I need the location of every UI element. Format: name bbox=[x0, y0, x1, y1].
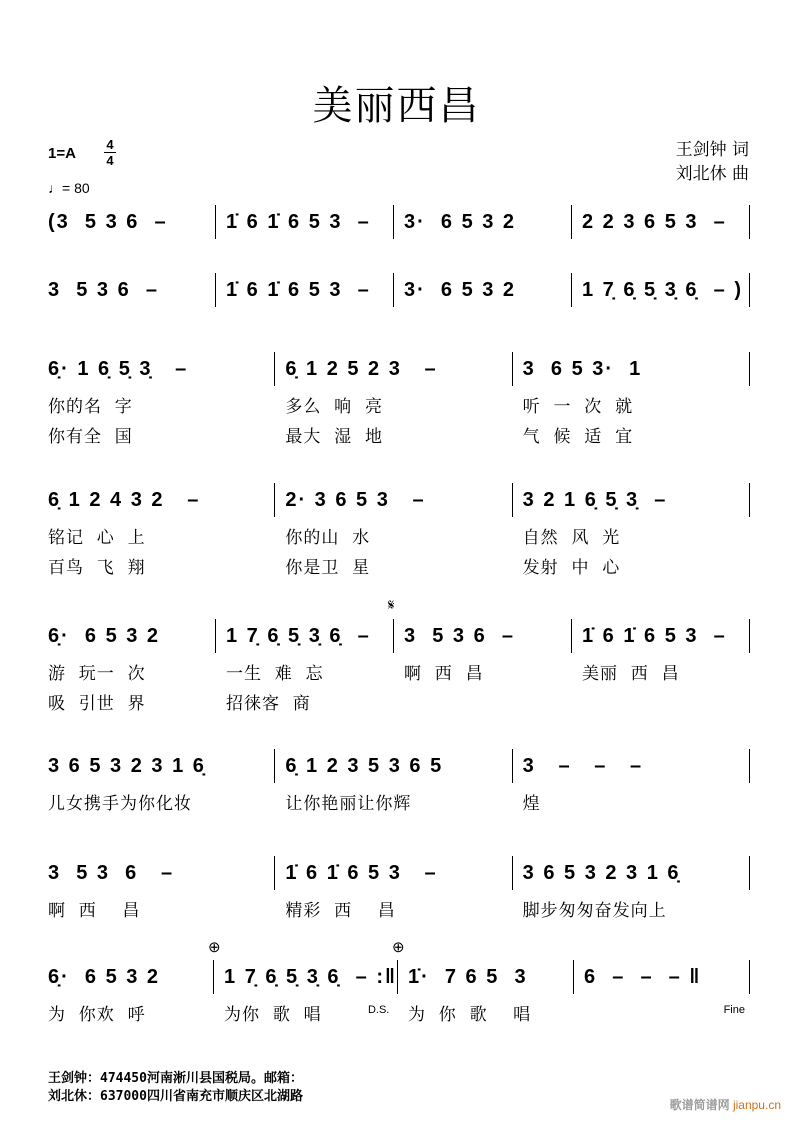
measure-notes: 6 – – – ‖ bbox=[583, 966, 702, 988]
fine-label: Fine bbox=[723, 1004, 745, 1016]
measure-notes: 3· 6 5 3 2 bbox=[404, 211, 517, 233]
measure bbox=[572, 619, 750, 684]
tempo-marking: ♩= 80 bbox=[48, 180, 90, 196]
measure-notes: 6̣· 6 5 3 2 bbox=[48, 625, 161, 647]
measure-notes: 3· 6 5 3 2 bbox=[404, 279, 517, 301]
segno-icon: 𝄋 bbox=[388, 597, 395, 614]
measure bbox=[388, 597, 572, 684]
measure-notes: 6̣ 1 2 5 2 3 – bbox=[285, 358, 438, 380]
measure-notes: 6̣ 1 2 4 3 2 – bbox=[48, 489, 201, 511]
coda-icon: ⊕ bbox=[391, 939, 405, 956]
measure bbox=[44, 619, 216, 714]
lyric-verse-2: 发射 中 心 bbox=[522, 558, 621, 578]
lyric-verse-1: 为你 歌 唱 bbox=[224, 1005, 322, 1025]
score-system bbox=[44, 352, 750, 447]
measure bbox=[216, 273, 394, 307]
measure bbox=[44, 205, 216, 239]
measure-notes: 3 5 3 6 – bbox=[404, 625, 515, 647]
measure-notes: 1̇ 6 1̇ 6 5 3 – bbox=[582, 625, 727, 647]
measure-notes: 1̇ 6 1̇ 6 5 3 – bbox=[226, 279, 371, 301]
measure-notes: 1 7̣ 6̣ 5̣ 3̣ 6̣ – ) bbox=[582, 279, 743, 301]
measure bbox=[275, 483, 512, 578]
coda-icon: ⊕ bbox=[208, 939, 221, 956]
measure-notes: (3 5 3 6 – bbox=[48, 211, 168, 233]
footer-line: 王剑钟：474450河南淅川县国税局。邮箱： bbox=[48, 1071, 303, 1086]
lyric-verse-1: 脚步匆匆奋发向上 bbox=[522, 901, 667, 921]
lyricist-credit: 王剑钟 词 bbox=[675, 140, 749, 160]
lyric-verse-1: 自然 风 光 bbox=[522, 528, 621, 548]
measure bbox=[275, 352, 512, 447]
song-title: 美丽西昌 bbox=[312, 83, 481, 129]
lyric-verse-2: 吸 引世 界 bbox=[48, 694, 146, 714]
measure bbox=[513, 749, 750, 814]
lyric-verse-1: 为 你 歌 唱 bbox=[407, 1005, 532, 1025]
measure bbox=[44, 749, 275, 814]
measure bbox=[44, 273, 216, 307]
measure-notes: 3 6 5 3 2 3 1 6̣ bbox=[48, 755, 206, 777]
measure bbox=[44, 960, 214, 1025]
lyric-verse-1: 你的山 水 bbox=[285, 528, 371, 548]
footer-contacts bbox=[48, 1070, 303, 1106]
lyric-verse-2: 气 候 适 宜 bbox=[522, 427, 634, 447]
measure-notes: 1̇ 6 1̇ 6 5 3 – bbox=[226, 211, 371, 233]
key-signature: 1=A bbox=[48, 145, 76, 162]
measure-notes: 6̣ 1 2 3 5 3 6 5 bbox=[285, 755, 444, 777]
score-system bbox=[44, 483, 750, 578]
lyric-verse-1: 煌 bbox=[522, 794, 541, 814]
lyric-verse-2: 最大 湿 地 bbox=[285, 427, 383, 447]
measure-notes: 3 – – – bbox=[522, 755, 644, 777]
score-system bbox=[44, 273, 750, 307]
measure bbox=[513, 483, 750, 578]
measure-notes: 2 2 3 6 5 3 – bbox=[582, 211, 727, 233]
composer-credit: 刘北休 曲 bbox=[675, 164, 749, 184]
measure bbox=[367, 939, 574, 1025]
lyric-verse-1: 为 你欢 呼 bbox=[48, 1005, 146, 1025]
measure-notes: 3 6 5 3 2 3 1 6̣ bbox=[522, 862, 681, 884]
measure-notes: 3 5 3 6 – bbox=[48, 862, 175, 884]
measure bbox=[275, 856, 512, 921]
lyric-verse-1: 啊 西 昌 bbox=[48, 901, 141, 921]
watermark bbox=[670, 1096, 781, 1113]
measure-notes: 6̣· 1 6̣ 5̣ 3̣ – bbox=[48, 358, 189, 380]
measure bbox=[394, 273, 572, 307]
credits bbox=[676, 138, 749, 186]
score-system bbox=[44, 939, 750, 1025]
lyric-verse-1: 儿女携手为你化妆 bbox=[48, 794, 192, 814]
lyric-verse-2: 你有全 国 bbox=[48, 427, 133, 447]
lyric-verse-1: 多么 响 亮 bbox=[285, 397, 383, 417]
lyric-verse-1: 一生 难 忘 bbox=[226, 664, 324, 684]
score-system bbox=[44, 856, 750, 921]
measure-notes: 3 6 5 3· 1 bbox=[522, 358, 643, 380]
dal-segno-label: D.S. bbox=[367, 1004, 390, 1016]
score-system bbox=[44, 749, 750, 814]
measure-notes: 1̇· 7 6 5 3 bbox=[407, 966, 528, 988]
watermark-cn: 歌谱简谱网 bbox=[669, 1098, 730, 1112]
measure-notes: 6̣· 6 5 3 2 bbox=[48, 966, 161, 988]
footer-line: 刘北休：637000四川省南充市顺庆区北湖路 bbox=[48, 1089, 303, 1104]
score-system bbox=[44, 597, 750, 714]
measure bbox=[574, 960, 750, 1016]
measure bbox=[513, 352, 750, 447]
time-signature-bottom: 4 bbox=[106, 153, 114, 168]
lyric-verse-2: 招徕客 商 bbox=[226, 694, 311, 714]
measure bbox=[513, 856, 750, 921]
lyric-verse-1: 让你艳丽让你辉 bbox=[285, 794, 412, 814]
measure-notes: 1 7̣ 6̣ 5̣ 3̣ 6̣ – bbox=[226, 625, 371, 647]
lyric-verse-2: 你是卫 星 bbox=[285, 558, 371, 578]
measure bbox=[216, 205, 394, 239]
measure-notes: 3 5 3 6 – bbox=[48, 279, 159, 301]
lyric-verse-1: 你的名 字 bbox=[48, 397, 133, 417]
measure bbox=[275, 749, 512, 814]
lyric-verse-1: 铭记 心 上 bbox=[48, 528, 146, 548]
time-signature bbox=[104, 138, 116, 167]
measure bbox=[394, 205, 572, 239]
measure bbox=[216, 619, 394, 714]
measure-notes: 1̇ 6 1̇ 6 5 3 – bbox=[285, 862, 438, 884]
lyric-verse-1: 听 一 次 就 bbox=[522, 397, 634, 417]
measure bbox=[44, 483, 275, 578]
measure-notes: 1 7̣ 6̣ 5̣ 3̣ 6̣ – :‖ bbox=[224, 966, 397, 988]
lyric-verse-1: 游 玩一 次 bbox=[48, 664, 146, 684]
watermark-en: jianpu.cn bbox=[732, 1098, 781, 1112]
lyric-verse-1: 啊 西 昌 bbox=[404, 664, 484, 684]
measure bbox=[44, 856, 275, 921]
lyric-verse-2: 百鸟 飞 翔 bbox=[48, 558, 146, 578]
score-system bbox=[44, 205, 750, 239]
measure bbox=[572, 273, 750, 307]
lyric-verse-1: 精彩 西 昌 bbox=[285, 901, 396, 921]
measure-notes: 2· 3 6 5 3 – bbox=[285, 489, 426, 511]
measure bbox=[44, 352, 275, 447]
time-signature-top: 4 bbox=[106, 137, 114, 152]
measure-notes: 3 2 1 6̣ 5̣ 3̣ – bbox=[522, 489, 668, 511]
lyric-verse-1: 美丽 西 昌 bbox=[582, 664, 680, 684]
measure bbox=[572, 205, 750, 239]
